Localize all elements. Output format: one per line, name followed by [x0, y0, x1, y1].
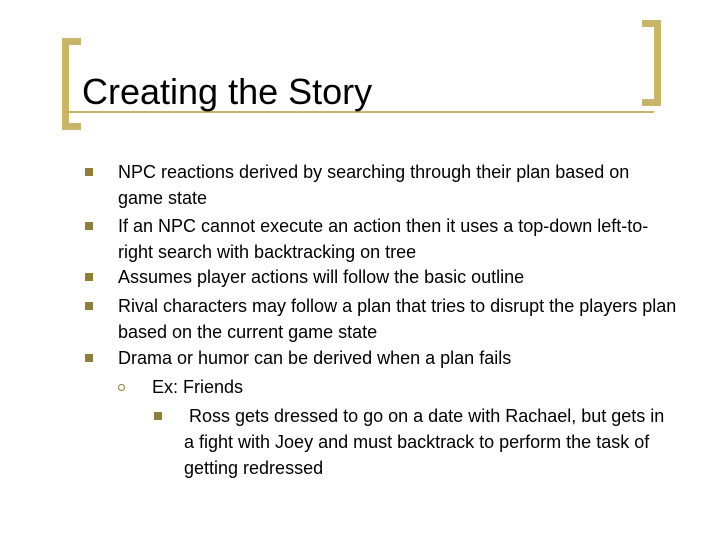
sub-bullet-text: Ex: Friends: [152, 377, 244, 397]
bullet-text: Drama or humor can be derived when a plan fails: [118, 348, 512, 368]
square-bullet-icon: [85, 354, 93, 362]
square-bullet-icon: [85, 302, 93, 310]
square-bullet-icon: [85, 273, 93, 281]
slide-title: Creating the Story: [82, 71, 373, 112]
bullet-text: Assumes player actions will follow the basic outline: [118, 267, 525, 287]
bullet-text: If an NPC cannot execute an action then it uses a top-down left-to-right search with backtracking on tree: [118, 216, 649, 262]
square-bullet-icon: [85, 168, 93, 176]
sub-sub-bullet-text: Ross gets dressed to go on a date with Rachael, but gets in a fight with Joey and must backtrack to perform the task of getting redressed: [184, 406, 670, 478]
circle-bullet-icon: [118, 384, 125, 391]
bullet-text: Rival characters may follow a plan that tries to disrupt the players plan based on the current game state: [118, 296, 677, 342]
square-bullet-icon: [154, 412, 162, 420]
square-bullet-icon: [85, 222, 93, 230]
bullet-text: NPC reactions derived by searching through their plan based on game state: [118, 162, 630, 208]
